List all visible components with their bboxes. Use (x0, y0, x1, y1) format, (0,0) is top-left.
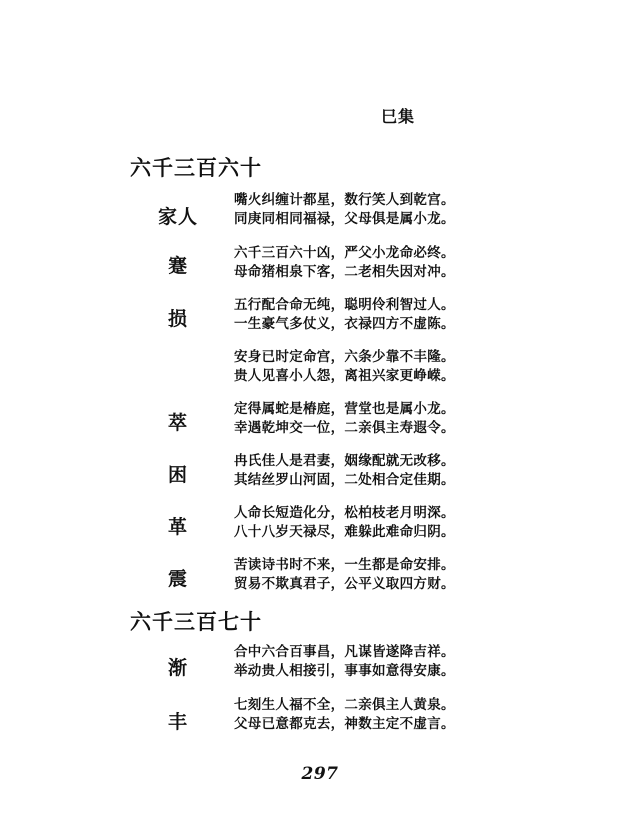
verse (234, 191, 464, 229)
verse (234, 696, 464, 734)
verse-line: 人命长短造化分，松柏枝老月明深。 (234, 505, 455, 521)
verse-line: 安身已时定命宫，六条少靠不丰隆。 (234, 349, 455, 365)
verse-line: 合中六合百事昌，凡谋皆遂降吉祥。 (234, 644, 455, 660)
verse-line: 其结丝罗山河固，二处相合定佳期。 (234, 472, 455, 488)
header-title: 巳集 (381, 107, 416, 126)
verse (234, 452, 464, 490)
entry-name: 蹇 (167, 255, 188, 277)
verse (234, 244, 464, 282)
verse (234, 348, 464, 386)
entry-name: 震 (167, 568, 188, 590)
verse-line: 冉氏佳人是君妻，姻缘配就无改移。 (234, 453, 455, 469)
verse-line: 定得属蛇是椿庭，营堂也是属小龙。 (234, 401, 455, 417)
verse-line: 嘴火纠缠计都星，数行笑人到乾宫。 (234, 192, 455, 208)
entry-name: 丰 (167, 711, 188, 733)
verse-line: 幸遇乾坤交一位，二亲俱主寿遐令。 (234, 420, 455, 436)
verse-line: 举动贵人相接引，事事如意得安康。 (234, 663, 455, 679)
page-number: 297 (301, 764, 339, 784)
verse-line: 五行配合命无纯，聪明伶利智过人。 (234, 297, 455, 313)
entry-name: 家人 (157, 206, 198, 228)
verse-line: 贸易不欺真君子，公平义取四方财。 (234, 576, 455, 592)
entry-name: 革 (167, 516, 188, 538)
section-heading: 六千三百六十 (130, 155, 262, 180)
verse-line: 父母已意都克去，神数主定不虚言。 (234, 716, 455, 732)
verse-line: 同庚同相同福禄，父母俱是属小龙。 (234, 211, 455, 227)
verse (234, 400, 464, 438)
verse (234, 643, 464, 681)
verse-line: 六千三百六十凶，严父小龙命必终。 (234, 245, 455, 261)
entry-name: 渐 (167, 657, 188, 679)
section-heading: 六千三百七十 (130, 609, 262, 634)
verse-line: 一生豪气多仗义，衣禄四方不虚陈。 (234, 316, 455, 332)
verse (234, 556, 464, 594)
verse (234, 504, 464, 542)
entry-name: 困 (167, 464, 188, 486)
verse-line: 八十八岁天禄尽，难躲此难命归阴。 (234, 524, 455, 540)
entry-name: 萃 (167, 412, 188, 434)
verse-line: 七刻生人福不全，二亲俱主人黄泉。 (234, 697, 455, 713)
verse-line: 贵人见喜小人怨，离祖兴家更峥嵘。 (234, 368, 455, 384)
entry-name: 损 (167, 308, 188, 330)
verse-line: 母命猪相泉下客，二老相失因对冲。 (234, 264, 455, 280)
verse (234, 296, 464, 334)
verse-line: 苦读诗书时不来，一生都是命安排。 (234, 557, 455, 573)
